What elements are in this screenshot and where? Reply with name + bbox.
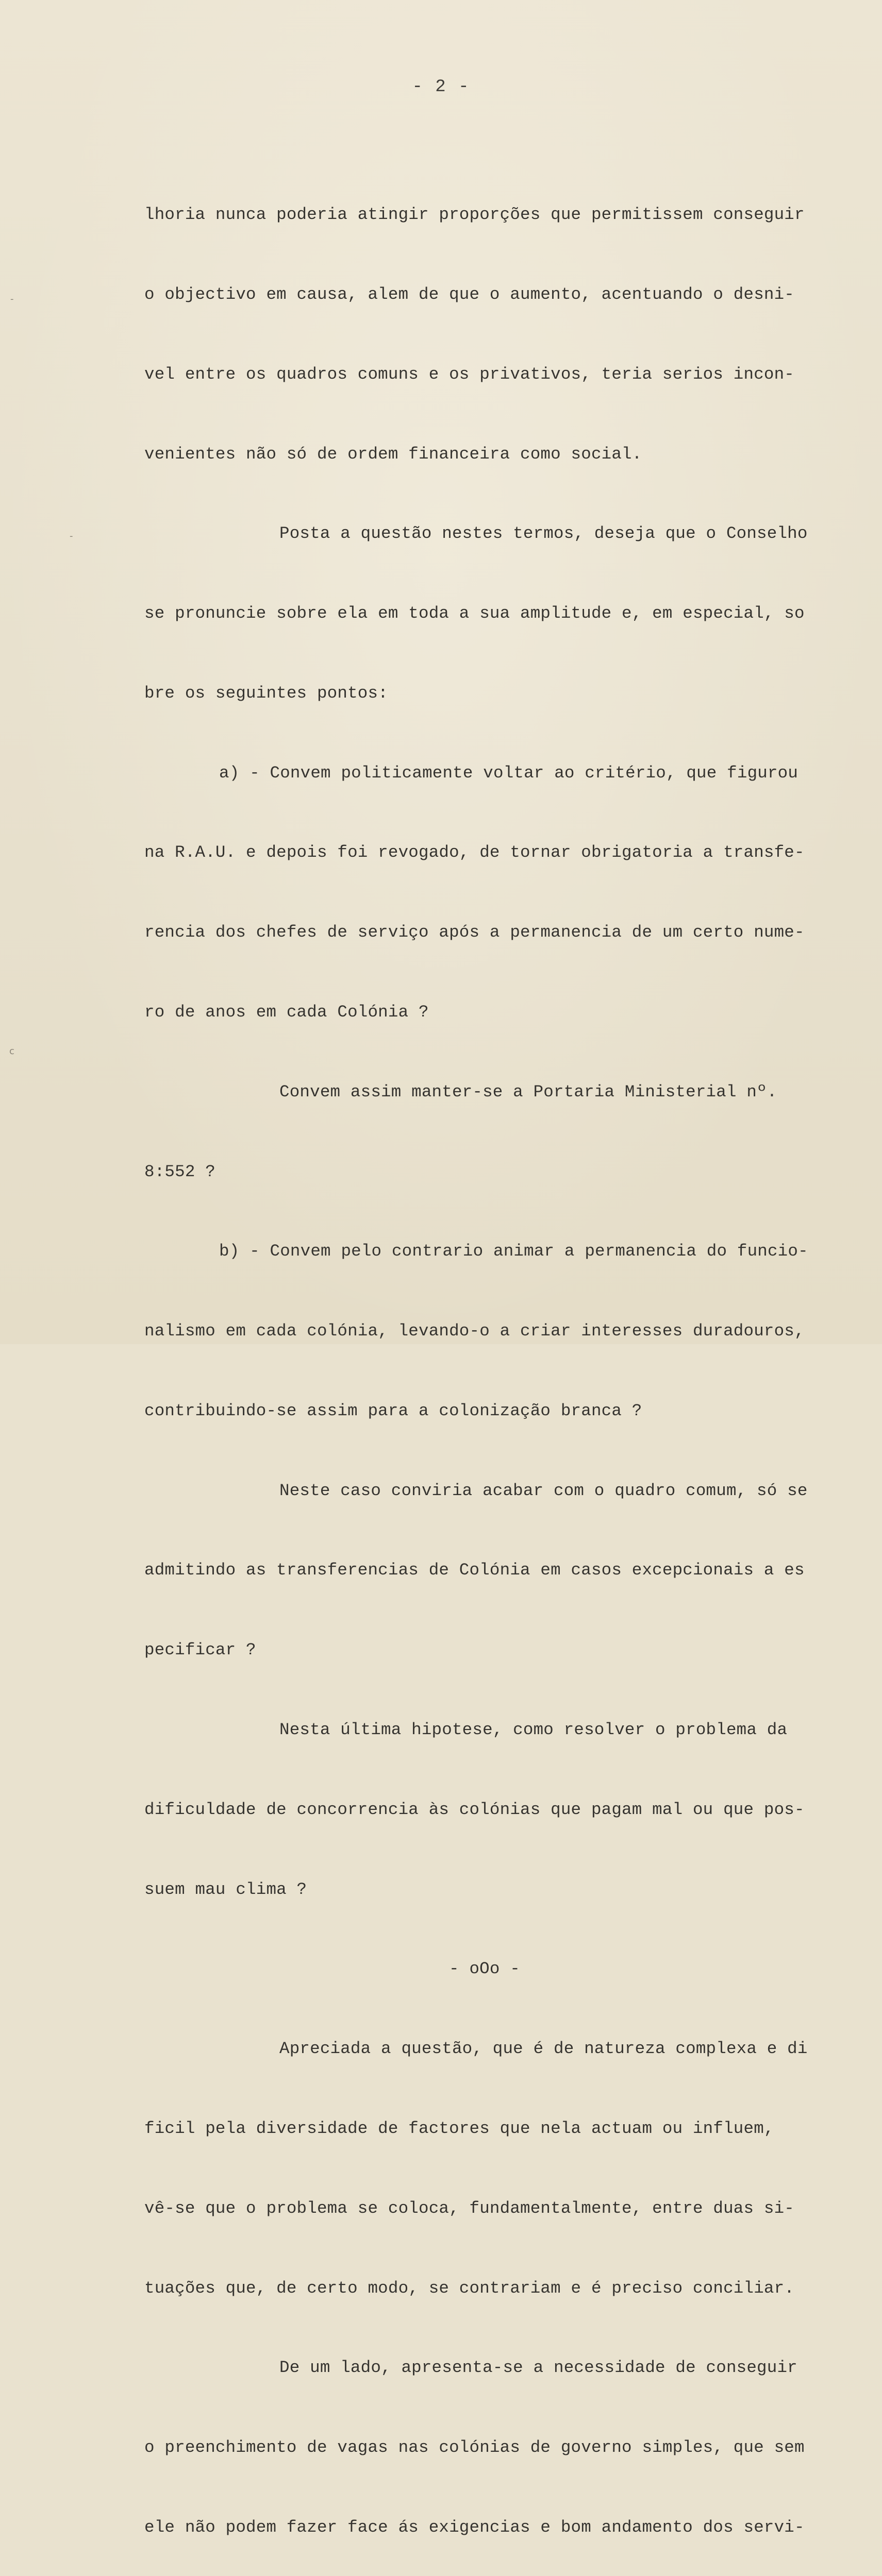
typed-text-body <box>144 148 835 2576</box>
text-line: na R.A.U. e depois foi revogado, de tornar obrigatoria a transfe- <box>144 843 805 862</box>
text-line: rencia dos chefes de serviço após a permanencia de um certo nume- <box>144 923 805 942</box>
text-line: lhoria nunca poderia atingir proporções que permitissem conseguir <box>144 205 805 225</box>
text-line: bre os seguintes pontos: <box>144 683 388 703</box>
text-line: ro de anos em cada Colónia ? <box>144 1003 429 1022</box>
text-line: vel entre os quadros comuns e os privativos, teria serios incon- <box>144 364 795 384</box>
margin-mark: - <box>10 294 14 304</box>
text-line: o preenchimento de vagas nas colónias de governo simples, que sem <box>144 2438 805 2458</box>
text-line: 8:552 ? <box>144 1162 215 1181</box>
text-line: nalismo em cada colónia, levando-o a criar interesses duradouros, <box>144 1321 805 1341</box>
text-line: vê-se que o problema se coloca, fundamentalmente, entre duas si- <box>144 2198 795 2218</box>
text-line: Apreciada a questão, que é de natureza complexa e di <box>279 2039 808 2059</box>
text-line: b) - Convem pelo contrario animar a permanencia do funcio- <box>219 1242 808 1261</box>
text-line: a) - Convem politicamente voltar ao critério, que figurou <box>219 763 798 783</box>
section-divider: - oOo - <box>449 1959 520 1979</box>
text-line: Convem assim manter-se a Portaria Ministerial nº. <box>279 1082 777 1101</box>
page-number: - 2 - <box>412 77 470 97</box>
text-line: venientes não só de ordem financeira como social. <box>144 444 642 464</box>
text-line: tuações que, de certo modo, se contrariam e é preciso conciliar. <box>144 2278 795 2298</box>
text-line: suem mau clima ? <box>144 1879 307 1899</box>
text-line: Posta a questão nestes termos, deseja que o Conselho <box>279 524 808 544</box>
text-line: De um lado, apresenta-se a necessidade de conseguir <box>279 2358 797 2378</box>
text-line: se pronuncie sobre ela em toda a sua amplitude e, em especial, so <box>144 604 805 623</box>
text-line: pecificar ? <box>144 1640 256 1660</box>
text-line: Nesta última hipotese, como resolver o problema da <box>279 1720 788 1740</box>
text-line: Neste caso conviria acabar com o quadro comum, só se <box>279 1481 808 1500</box>
margin-mark: - <box>70 531 73 541</box>
text-line: dificuldade de concorrencia às colónias que pagam mal ou que pos- <box>144 1800 805 1819</box>
text-line: contribuindo-se assim para a colonização branca ? <box>144 1401 642 1420</box>
text-line: ele não podem fazer face ás exigencias e bom andamento dos servi- <box>144 2517 805 2537</box>
text-line: o objectivo em causa, alem de que o aumento, acentuando o desni- <box>144 284 795 304</box>
margin-mark: c <box>9 1046 14 1057</box>
text-line: admitindo as transferencias de Colónia em casos excepcionais a es <box>144 1561 805 1580</box>
text-line: ficil pela diversidade de factores que nela actuam ou influem, <box>144 2119 774 2138</box>
